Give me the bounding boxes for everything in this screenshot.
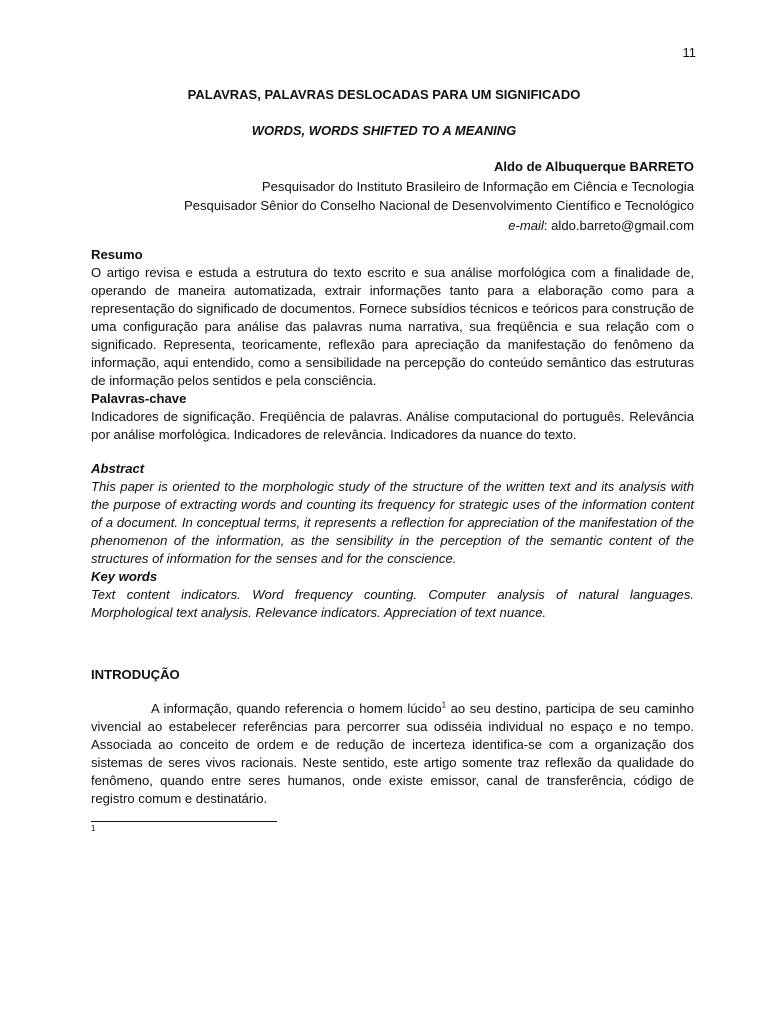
introducao-section — [91, 700, 694, 808]
resumo-section — [91, 246, 694, 444]
paper-subtitle: WORDS, WORDS SHIFTED TO A MEANING — [251, 123, 517, 138]
author-affiliation-1: Pesquisador do Instituto Brasileiro de Informação em Ciência e Tecnologia — [261, 178, 694, 194]
author-affiliation-2: Pesquisador Sênior do Conselho Nacional de Desenvolvimento Científico e Tecnológico — [184, 198, 694, 213]
paper-title: PALAVRAS, PALAVRAS DESLOCADAS PARA UM SIGNIFICADO — [187, 87, 581, 102]
footnote-reference[interactable]: 1 — [441, 700, 447, 710]
footnote-mark: 1 — [91, 824, 96, 833]
abstract-section — [91, 460, 694, 622]
palavras-chave-heading: Palavras-chave — [91, 391, 187, 406]
resumo-heading: Resumo — [91, 247, 143, 262]
abstract-text: This paper is oriented to the morphologic study of the structure of the written text and its analysis with the purpose of extracting words and counting its frequency for strategic uses of the information content of a document. In conceptual terms, it represents a reflection for appreciation of the manifestation of the phenomenon of the information, as the sensibility in the perception of the semantic content of the structures of information for the senses and for the conscience. — [91, 479, 694, 566]
author-name: Aldo de Albuquerque BARRETO — [493, 159, 694, 174]
palavras-chave-text: Indicadores de significação. Freqüência de palavras. Análise computacional do português. Relevância por análise morfológica. Indicadores de relevância. Indicadores da nuance do texto. — [91, 409, 694, 442]
author-block — [91, 157, 694, 235]
introducao-heading: INTRODUÇÃO — [91, 667, 180, 682]
key-words-heading: Key words — [91, 569, 158, 584]
introducao-paragraph — [91, 700, 694, 808]
abstract-heading: Abstract — [91, 461, 145, 476]
key-words-text: Text content indicators. Word frequency counting. Computer analysis of natural languages. Morphological text analysis. Relevance indicators. Appreciation of text nuance. — [91, 587, 694, 620]
author-email — [91, 216, 694, 236]
footnote-divider — [91, 821, 277, 822]
page-number: 11 — [682, 45, 696, 60]
introducao-text-rest: ao seu destino, participa de seu caminho vivencial ao estabelecer referências para percorrer sua odisséia individual no espaço e no tempo. Associada ao conceito de ordem e de redução de incerteza identifica-se com a organização dos sistemas de seres vivos racionais. Neste sentido, este artigo somente traz reflexão da qualidade do fenômeno, quando entre seres humanos, onde existe emissor, canal de transferência, código de registro comum e destinatário. — [91, 701, 694, 806]
introducao-text-start: A informação, quando referencia o homem lúcido — [151, 701, 442, 716]
email-value: : aldo.barreto@gmail.com — [543, 217, 694, 233]
email-label: e-mail — [508, 217, 544, 233]
resumo-text: O artigo revisa e estuda a estrutura do texto escrito e sua análise morfológica com a finalidade de, operando de maneira automatizada, extrair informações tanto para a elaboração como para a representação do significado de documentos. Fornece subsídios técnicos e teóricos para construção de uma configuração para análise das palavras numa narrativa, sua freqüência e sua relação com o significado. Representa, teoricamente, reflexão para apreciação da manifestação do fenômeno da informação, aqui entendido, como a sensibilidade na percepção do conteúdo semântico das estruturas de informação pelos sentidos e pela consciência. — [91, 265, 694, 388]
